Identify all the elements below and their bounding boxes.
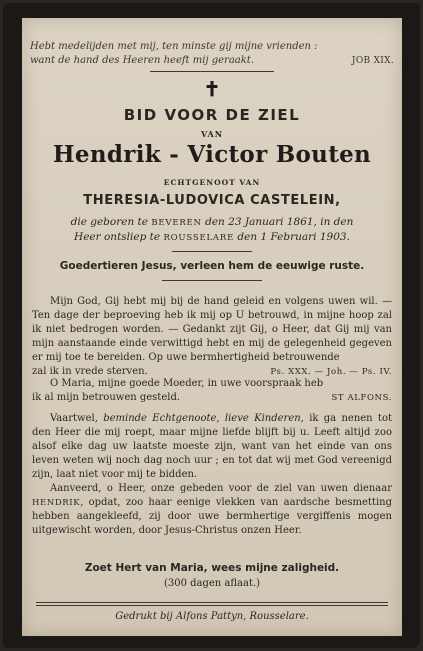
birth-text-b: den 23 Januari 1861, in den — [205, 216, 354, 228]
farewell-c: ik ga nenen tot den Heer die mij roept, maar mijne liefde blijft bij u. Leeft altijd zoo alsof elke dag uw laatste moeste zijn, want van het einde van ons leven weten wij noch dag noch uur ; en tot dat wij met God vereenigd zijn, laat niet voor mij te bidden. — [32, 413, 392, 480]
death-text-b: den 1 Februari 1903. — [237, 231, 350, 243]
paragraph-closing-prayer — [32, 482, 392, 538]
paragraph-closing-prayer-text — [32, 482, 392, 538]
farewell-b: beminde Echtgenoote, lieve Kinderen, — [103, 413, 304, 424]
closing-prayer-name: HENDRIK — [32, 498, 81, 508]
paragraph-farewell-text — [32, 412, 392, 482]
heading: BID VOOR DE ZIEL — [123, 106, 301, 124]
paragraph-farewell — [32, 412, 392, 482]
prayer-last-line: zal ik in vrede sterven. — [32, 366, 148, 377]
printer-credit: Gedrukt bij Alfons Pattyn, Rousselare. — [115, 611, 309, 622]
indulgence: (300 dagen aflaat.) — [163, 578, 261, 589]
spouse-name: THERESIA-LUDOVICA CASTELEIN, — [83, 193, 341, 208]
closing-invocation: Zoet Hert van Maria, wees mijne zaligheid. — [84, 562, 340, 574]
spouse-label: ECHTGENOOT VAN — [163, 178, 261, 187]
cross-icon: ✝ — [203, 77, 221, 101]
paragraph-prayer-text: Mijn God, Gij hebt mij bij de hand geleid en volgens uwen wil. — Ten dage der beproeving heb ik mij op U betrouwd, in mijne hoop zal ik niet bedrogen worden. — Gedankt zijt Gij, o Heer, dat Gij mij van mijn aanstaande einde verwittigd hebt en mij de gelegenheid gegeven er mij toe te bereiden. Op uwe bermhertigheid betrouwende — [32, 296, 392, 363]
death-text-a: Heer ontsliep te — [74, 231, 161, 243]
farewell-a: Vaartwel, — [50, 413, 98, 424]
closing-prayer-b: , opdat, zoo haar eenige vlekken van aardsche besmetting hebben aangekleefd, zij door uwe bermhertige vergiffenis mogen uitgewischt worden, door Jesus-Christus onzen Heer. — [32, 497, 392, 536]
death-line — [22, 230, 402, 246]
epigraph-line-2 — [30, 54, 394, 68]
van-label: VAN — [200, 129, 224, 139]
epigraph-line-1: Hebt medelijden met mij, ten minste gij mijne vrienden : — [30, 41, 318, 52]
epigraph-text: want de hand des Heeren heeft mij geraakt. — [30, 55, 254, 66]
paragraph-maria-last — [32, 391, 392, 405]
paragraph-maria-text: O Maria, mijne goede Moeder, in uwe voorspraak heb — [50, 378, 324, 389]
divider-invocation — [162, 280, 262, 281]
prayer-references: Ps. XXX. — Joh. — Ps. IV. — [270, 367, 392, 377]
birth-place: BEVEREN — [151, 218, 202, 228]
death-place: ROUSSELARE — [163, 233, 235, 243]
divider-bottom-1 — [36, 602, 388, 603]
closing-prayer-a: Aanveerd, o Heer, onze gebeden voor de ziel van uwen dienaar — [50, 483, 392, 494]
memorial-card — [22, 18, 402, 636]
divider-bottom-2 — [36, 605, 388, 606]
divider-mid — [172, 251, 252, 252]
maria-reference: ST ALFONS. — [331, 393, 392, 403]
invocation: Goedertieren Jesus, verleen hem de eeuwige ruste. — [59, 260, 365, 272]
paragraph-prayer — [32, 295, 392, 379]
birth-line — [22, 215, 402, 231]
deceased-name: Hendrik - Victor Bouten — [52, 141, 372, 168]
paragraph-maria — [32, 377, 392, 405]
maria-last-line: ik al mijn betrouwen gesteld. — [32, 392, 181, 403]
divider-top — [150, 71, 274, 72]
epigraph-reference: JOB XIX. — [351, 56, 394, 66]
birth-text-a: die geboren te — [70, 216, 148, 228]
